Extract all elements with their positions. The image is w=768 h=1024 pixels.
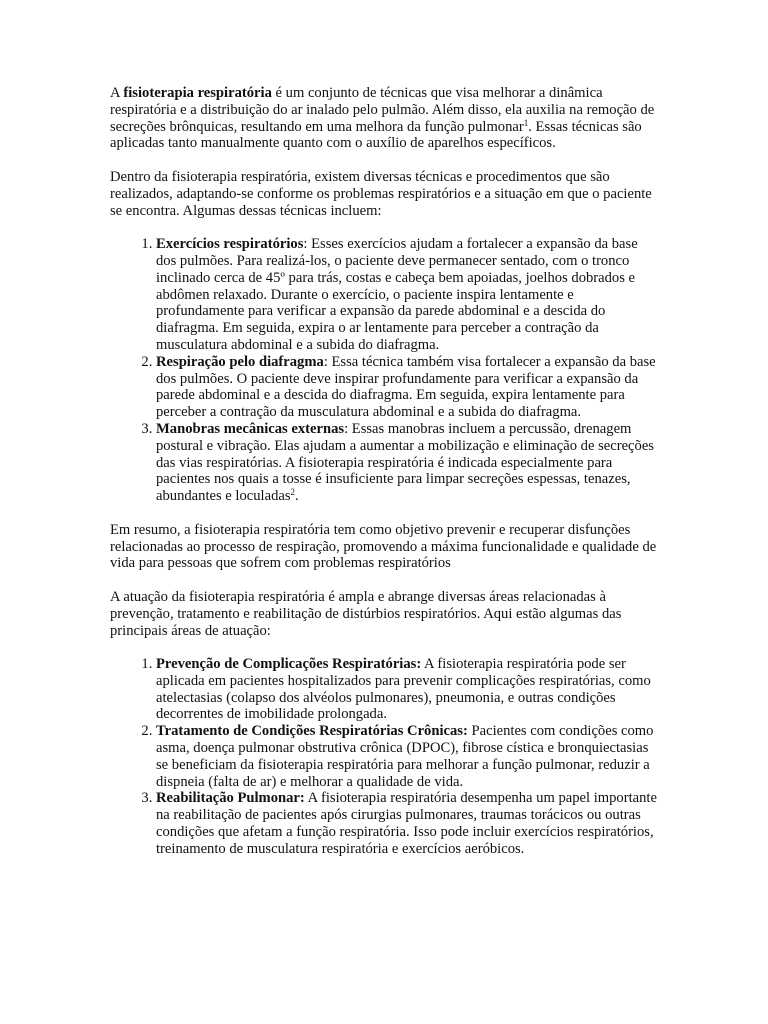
intro-paragraph [110, 85, 658, 152]
list-item-title: Prevenção de Complicações Respiratórias: [156, 656, 422, 673]
list-item-text: Pacientes com condições como asma, doença pulmonar obstrutiva crônica (DPOC), fibrose cística e bronquiectasias se beneficiam da fisioterapia respiratória para melhorar a função pulmonar, reduzir a dispneia (falta de ar) e melhorar a qualidade de vida. [156, 723, 654, 790]
list-item-text: A fisioterapia respiratória desempenha um papel importante na reabilitação de pacientes após cirurgias pulmonares, traumas torácicos ou outras condições que afetam a função respiratória. Isso pode incluir exercícios respiratórios, treinamento de musculatura respiratória e exercícios aeróbicos. [156, 790, 657, 857]
list-item [156, 236, 658, 354]
list-item-title: Respiração pelo diafragma [156, 353, 324, 370]
intro-lead: A [110, 85, 124, 101]
list-item-text: : Essa técnica também visa fortalecer a expansão da base dos pulmões. O paciente deve inspirar profundamente para verificar a expansão da parede abdominal e a descida do diafragma. Em seguida, expira lentamente para perceber a contração da musculatura abdominal e a subida do diafragma. [156, 353, 656, 421]
list-item-text: A fisioterapia respiratória pode ser aplicada em pacientes hospitalizados para prevenir complicações respiratórias, como atelectasias (colapso dos alvéolos pulmonares), pneumonia, e outras condições decorrentes de imobilidade prolongada. [156, 656, 651, 723]
list-item-text: : Essas manobras incluem a percussão, drenagem postural e vibração. Elas ajudam a aumentar a mobilização e eliminação de secreções das vias respiratórias. A fisioterapia respiratória é indicada especialmente para pacientes nos quais a tosse é insuficiente para limpar secreções espessas, tenazes, abundantes e loculadas [156, 420, 654, 505]
intro-text: é um conjunto de técnicas que visa melhorar a dinâmica respiratória e a distribuição do ar inalado pelo pulmão. Além disso, ela auxilia na remoção de secreções brônquicas, resultando em uma melhora da função pulmonar [110, 85, 655, 135]
techniques-list [110, 236, 658, 505]
techniques-intro-paragraph: Dentro da fisioterapia respiratória, existem diversas técnicas e procedimentos que são realizados, adaptando-se conforme os problemas respiratórios e a situação em que o paciente se encontra. Algumas dessas técnicas incluem: [110, 168, 652, 219]
list-item [156, 354, 658, 421]
footnote-ref-1: 1 [523, 117, 529, 128]
list-item-title: Reabilitação Pulmonar: [156, 790, 305, 807]
document-page [110, 85, 658, 874]
list-item [156, 421, 658, 505]
footnote-ref-2: 2 [290, 487, 296, 498]
list-item [156, 790, 658, 857]
list-item [156, 656, 658, 723]
summary-paragraph: Em resumo, a fisioterapia respiratória tem como objetivo prevenir e recuperar disfunções relacionadas ao processo de respiração, promovendo a máxima funcionalidade e qualidade de vida para pessoas que sofrem com problemas respiratórios [110, 521, 657, 572]
areas-intro-paragraph: A atuação da fisioterapia respiratória é ampla e abrange diversas áreas relacionadas à prevenção, tratamento e reabilitação de distúrbios respiratórios. Aqui estão algumas das principais áreas de atuação: [110, 588, 622, 639]
list-item-tail: . [295, 488, 299, 505]
intro-tail: . Essas técnicas são aplicadas tanto manualmente quanto com o auxílio de aparelhos específicos. [110, 118, 642, 152]
intro-term: fisioterapia respiratória [123, 85, 272, 101]
areas-list [110, 656, 658, 858]
list-item-title: Tratamento de Condições Respiratórias Crônicas: [156, 723, 468, 740]
list-item-title: Manobras mecânicas externas [156, 420, 345, 437]
list-item-text: : Esses exercícios ajudam a fortalecer a expansão da base dos pulmões. Para realizá-los, o paciente deve permanecer sentado, com o tronco inclinado cerca de 45º para trás, costas e cabeça bem apoiadas, joelhos dobrados e abdômen relaxado. Durante o exercício, o paciente inspira lentamente e profundamente para verificar a expansão da parede abdominal e a descida do diafragma. Em seguida, expira o ar lentamente para perceber a contração da musculatura abdominal e a subida do diafragma. [156, 236, 638, 353]
list-item-title: Exercícios respiratórios [156, 236, 304, 253]
list-item [156, 723, 658, 790]
